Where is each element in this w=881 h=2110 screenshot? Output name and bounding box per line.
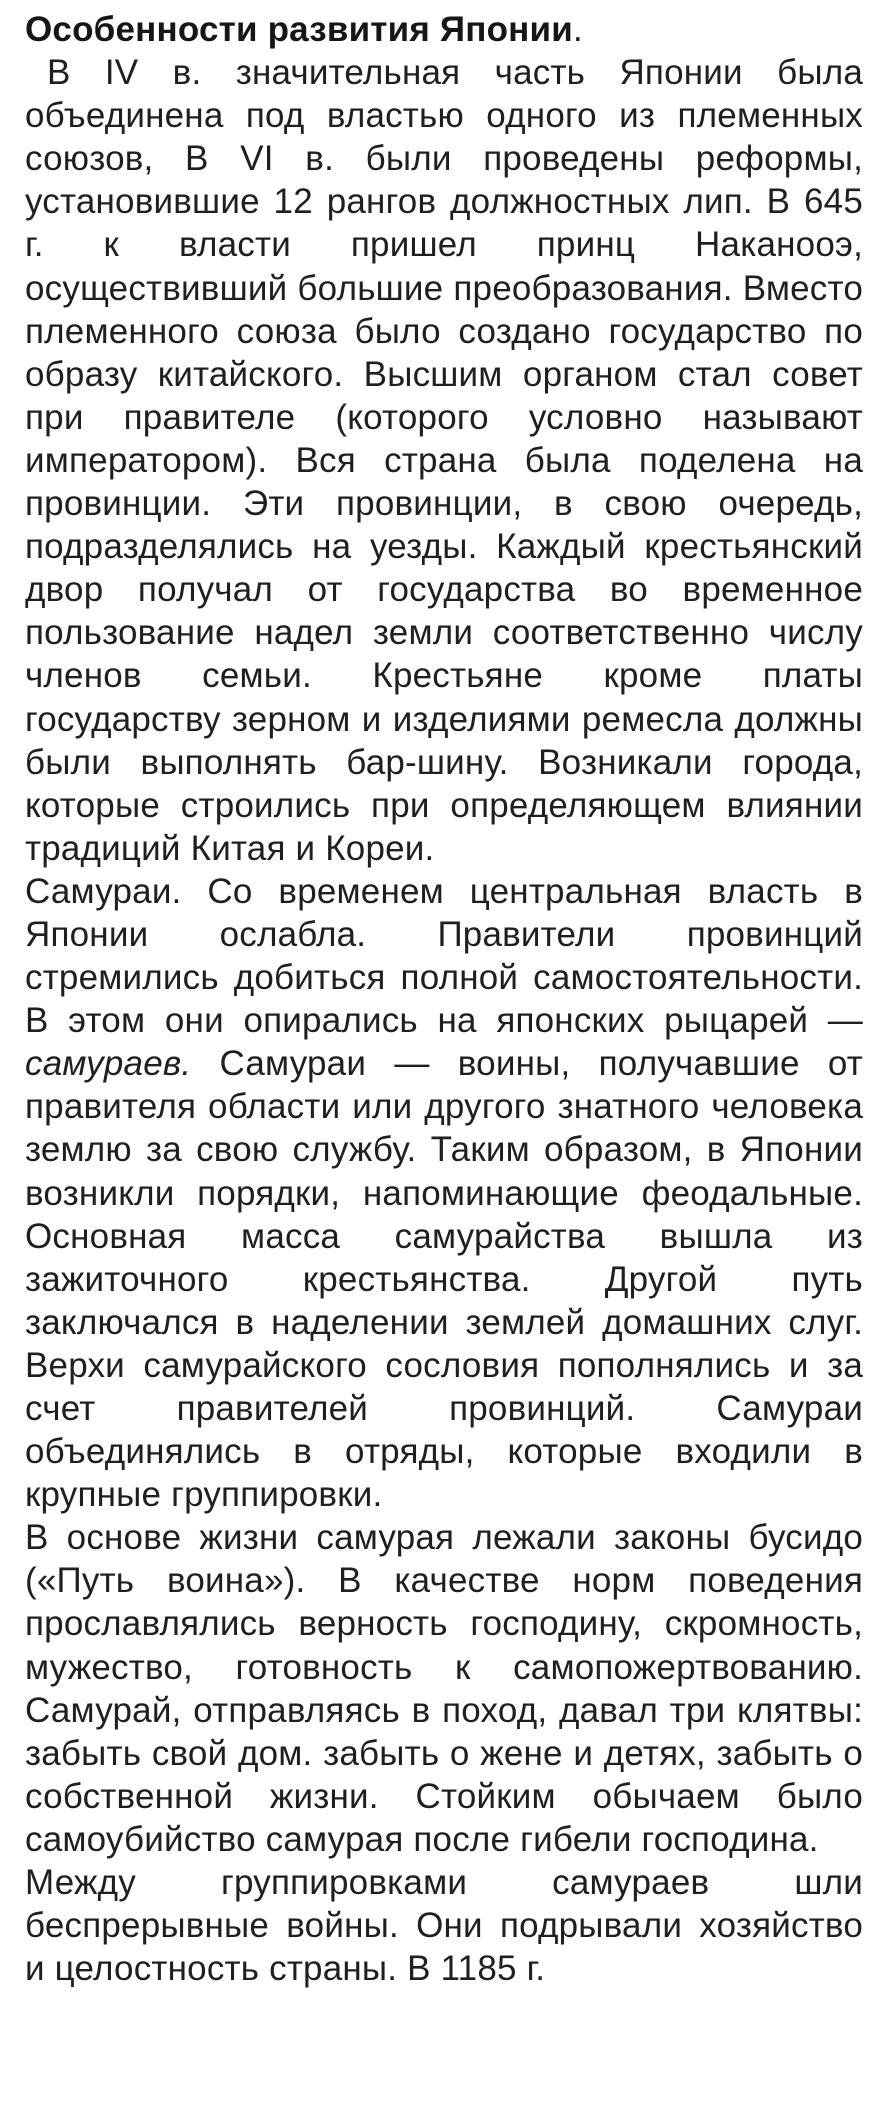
paragraph-bushido: В основе жизни самурая лежали законы бусидо («Путь воина»). В качестве норм поведения прославлялись верность господину, скромность, мужество, готовность к самопожертвованию. Самурай, отправляясь в поход, давал три клятвы: забыть свой дом. забыть о жене и детях, забыть о собственной жизни. Стойким обычаем было самоубийство самурая после гибели господина. bbox=[25, 1518, 863, 1859]
paragraph-samurai-text-before: Самураи. Со временем центральная власть в Японии ослабла. Правители провинций стремились добиться полной самостоятельности. В этом они опирались на японских рыцарей — bbox=[25, 871, 863, 1041]
paragraph-samurai bbox=[25, 870, 863, 1516]
document-title-text: Особенности развития Японии bbox=[25, 10, 573, 49]
paragraph-japan-early-state: В IV в. значительная часть Японии была объединена под властью одного из племенных союзов, В VI в. были проведены реформы, установившие 12 рангов должностных лип. В 645 г. к власти пришел принц Наканооэ, осуществивший большие преобразования. Вместо племенного союза было создано государство по образу китайского. Высшим органом стал совет при правителе (которого условно называют императором). Вся страна была поделена на провинции. Эти провинции, в свою очередь, подразделялись на уезды. Каждый крестьянский двор получал от государства во временное пользование надел земли соответственно числу членов семьи. Крестьяне кроме платы государству зерном и изделиями ремесла должны были выполнять бар-шину. Возникали города, которые строились при определяющем влиянии традиций Китая и Кореи. bbox=[25, 53, 863, 868]
paragraph-samurai-italic-term: самураев. bbox=[25, 1044, 192, 1084]
document-body bbox=[25, 8, 863, 1990]
paragraph-samurai-text-after: Самураи — воины, получавшие от правителя области или другого знатного человека землю за свою службу. Таким образом, в Японии возникли порядки, напоминающие феодальные. Основная масса самурайства вышла из зажиточного крестьянства. Другой путь заключался в наделении землей домашних слуг. Верхи самурайского сословия пополнялись и за счет правителей провинций. Самураи объединялись в отряды, которые входили в крупные группировки. bbox=[25, 1044, 863, 1515]
paragraph-samurai-wars: Между группировками самураев шли беспрерывные войны. Они подрывали хозяйство и целостность страны. В 1185 г. bbox=[25, 1863, 863, 1989]
document-title-period: . bbox=[572, 10, 583, 49]
document-title bbox=[25, 8, 863, 51]
